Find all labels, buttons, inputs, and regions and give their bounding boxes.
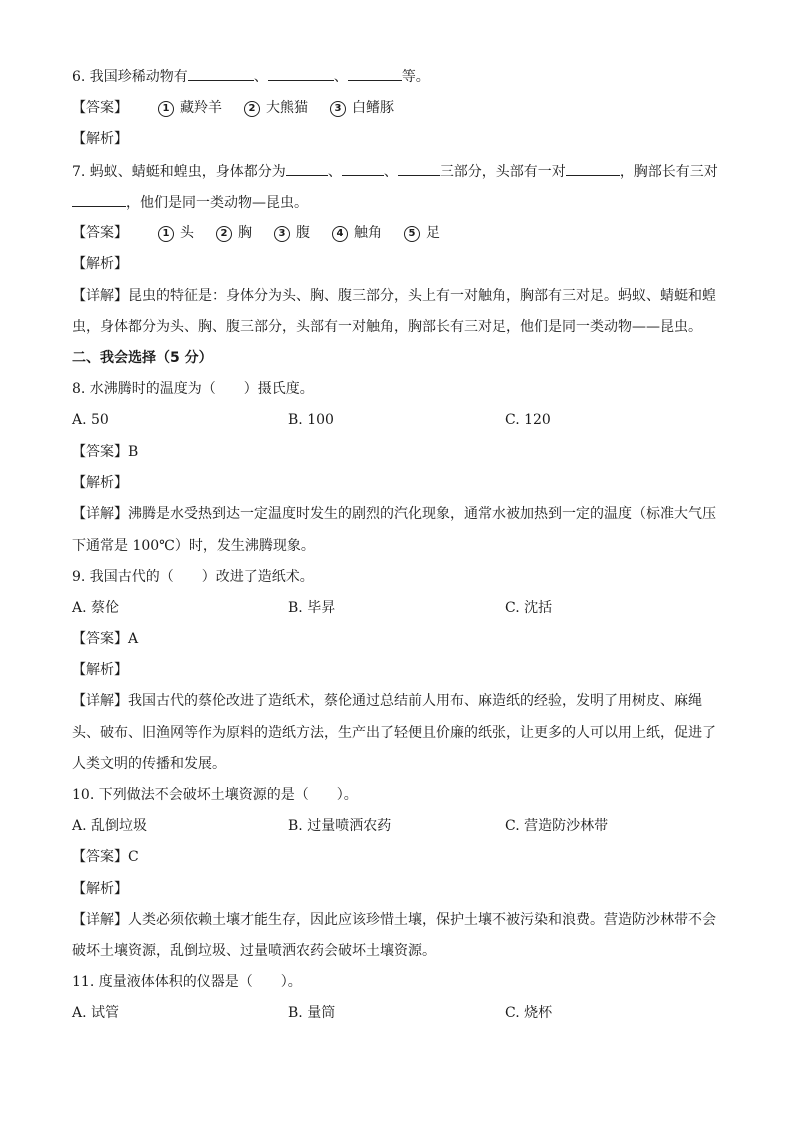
- answer-item: [244, 98, 308, 118]
- q9-stem: 9. 我国古代的（ ）改进了造纸术。: [72, 569, 314, 585]
- separator: 、: [327, 164, 342, 180]
- answer-blank[interactable]: [268, 66, 334, 81]
- answer-item: [330, 98, 394, 118]
- option-b[interactable]: B. 过量喷洒农药: [288, 818, 392, 834]
- circle-number-icon: 5: [404, 226, 420, 242]
- answer-blank[interactable]: [286, 161, 328, 176]
- q10-detail: 破坏土壤资源，乱倒垃圾、过量喷洒农药会破坏土壤资源。: [72, 943, 436, 959]
- answer-blank[interactable]: [348, 66, 402, 81]
- option-a[interactable]: A. 蔡伦: [72, 600, 120, 616]
- answer-text: 大熊猫: [266, 100, 308, 116]
- circle-number-icon: 3: [274, 226, 290, 242]
- answer-blank[interactable]: [566, 161, 620, 176]
- answer-item: [158, 98, 222, 118]
- answer-item: [404, 223, 440, 243]
- q7-stem-text: ，他们是同一类动物—昆虫。: [126, 195, 308, 211]
- q11-stem: 11. 度量液体体积的仪器是（ ）。: [72, 974, 302, 990]
- answer-item: [274, 223, 310, 243]
- q10-detail: 【详解】人类必须依赖土壤才能生存，因此应该珍惜土壤，保护土壤不被污染和浪费。营造防沙林带不会: [72, 912, 716, 928]
- q10-stem: 10. 下列做法不会破坏土壤资源的是（ ）。: [72, 787, 358, 803]
- q10-analysis: 【解析】: [72, 881, 128, 897]
- answer-text: 白鳍豚: [352, 100, 394, 116]
- q8-answer: 【答案】B: [72, 444, 139, 460]
- q7-detail: 【详解】昆虫的特征是：身体分为头、胸、腹三部分，头上有一对触角，胸部有三对足。蚂蚁、蜻蜓和蝗: [72, 288, 716, 304]
- q8-stem: 8. 水沸腾时的温度为（ ）摄氏度。: [72, 381, 314, 397]
- q7-answer: [72, 223, 722, 243]
- q8-analysis: 【解析】: [72, 475, 128, 491]
- option-b[interactable]: B. 100: [288, 412, 334, 428]
- q9-analysis: 【解析】: [72, 662, 128, 678]
- separator: 、: [253, 69, 268, 85]
- q7-stem-line2: [72, 192, 722, 213]
- q8-detail: 下通常是 100℃）时，发生沸腾现象。: [72, 538, 315, 554]
- q9-detail: 【详解】我国古代的蔡伦改进了造纸术，蔡伦通过总结前人用布、麻造纸的经验，发明了用树皮、麻绳: [72, 693, 702, 709]
- q6-analysis: 【解析】: [72, 131, 128, 147]
- answer-tag: 【答案】: [72, 225, 128, 241]
- section-title: 二、我会选择（5 分）: [72, 350, 213, 366]
- answer-text: 胸: [238, 225, 252, 241]
- separator: 、: [333, 69, 348, 85]
- option-c[interactable]: C. 营造防沙林带: [505, 818, 609, 834]
- answer-item: [332, 223, 382, 243]
- answer-text: 藏羚羊: [180, 100, 222, 116]
- answer-blank[interactable]: [72, 192, 126, 207]
- circle-number-icon: 3: [330, 101, 346, 117]
- q6-stem-end: 等。: [401, 69, 430, 85]
- answer-text: 触角: [354, 225, 382, 241]
- q7-analysis: 【解析】: [72, 256, 128, 272]
- q8-detail: 【详解】沸腾是水受热到达一定温度时发生的剧烈的汽化现象，通常水被加热到一定的温度（标准大气压: [72, 506, 716, 522]
- option-a[interactable]: A. 试管: [72, 1005, 120, 1021]
- answer-text: 腹: [296, 225, 310, 241]
- answer-item: [216, 223, 252, 243]
- option-b[interactable]: B. 毕昇: [288, 600, 336, 616]
- q6-stem-text: 6. 我国珍稀动物有: [72, 69, 188, 85]
- q9-detail: 头、破布、旧渔网等作为原料的造纸方法，生产出了轻便且价廉的纸张，让更多的人可以用上纸，促进了: [72, 725, 716, 741]
- separator: 、: [383, 164, 398, 180]
- answer-item: [158, 223, 194, 243]
- q6-stem: [72, 66, 722, 87]
- q6-answer: [72, 98, 722, 118]
- q9-answer: 【答案】A: [72, 631, 139, 647]
- q10-answer: 【答案】C: [72, 849, 139, 865]
- option-c[interactable]: C. 烧杯: [505, 1005, 553, 1021]
- answer-blank[interactable]: [342, 161, 384, 176]
- circle-number-icon: 2: [244, 101, 260, 117]
- answer-tag: 【答案】: [72, 100, 128, 116]
- option-a[interactable]: A. 乱倒垃圾: [72, 818, 148, 834]
- q7-detail: 虫，身体都分为头、胸、腹三部分，头部有一对触角，胸部长有三对足，他们是同一类动物——昆虫。: [72, 319, 702, 335]
- option-c[interactable]: C. 沈括: [505, 600, 553, 616]
- circle-number-icon: 2: [216, 226, 232, 242]
- option-a[interactable]: A. 50: [72, 412, 109, 428]
- option-c[interactable]: C. 120: [505, 412, 551, 428]
- answer-text: 头: [180, 225, 194, 241]
- option-b[interactable]: B. 量筒: [288, 1005, 336, 1021]
- q7-stem-text: 三部分，头部有一对: [439, 164, 566, 180]
- circle-number-icon: 4: [332, 226, 348, 242]
- q7-stem-text: 7. 蚂蚁、蜻蜓和蝗虫，身体都分为: [72, 164, 286, 180]
- q7-stem-line1: [72, 161, 722, 182]
- answer-text: 足: [426, 225, 440, 241]
- q7-stem-text: ，胸部长有三对: [619, 164, 718, 180]
- answer-blank[interactable]: [188, 66, 254, 81]
- circle-number-icon: 1: [158, 226, 174, 242]
- q9-detail: 人类文明的传播和发展。: [72, 756, 226, 772]
- circle-number-icon: 1: [158, 101, 174, 117]
- answer-blank[interactable]: [398, 161, 440, 176]
